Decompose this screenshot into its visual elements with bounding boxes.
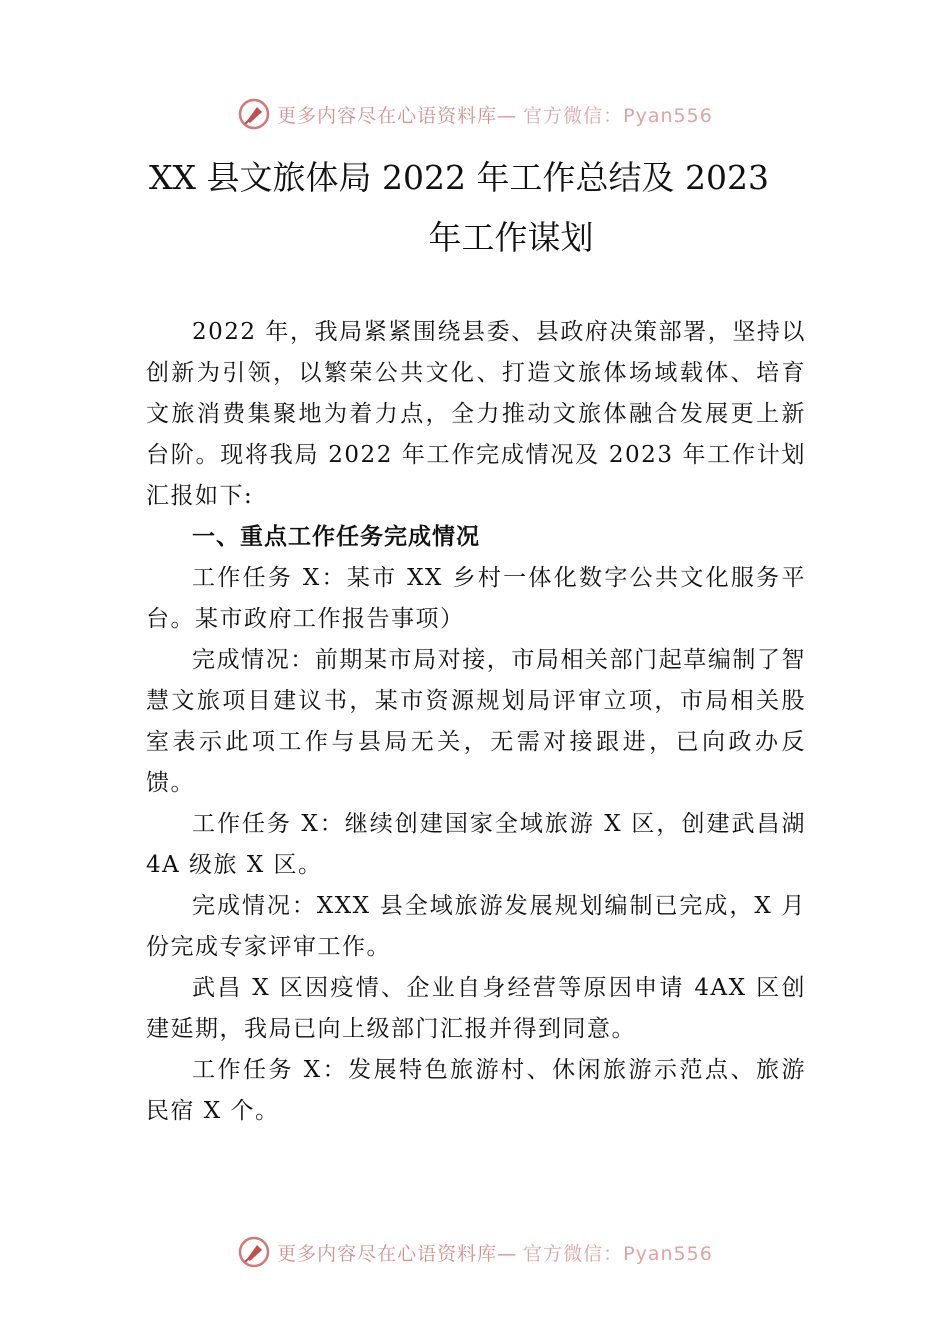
document-title-line1: XX 县文旅体局 2022 年工作总结及 2023 (149, 158, 769, 197)
pen-nib-logo-icon (237, 1235, 271, 1269)
watermark-text-a: 更多内容尽在心语资料库— (277, 1242, 518, 1265)
note-paragraph-2: 武昌 X 区因疫情、企业自身经营等原因申请 4AX 区创建延期，我局已向上级部门汇报并得到同意。 (146, 975, 806, 1042)
pen-nib-logo-icon (237, 97, 271, 131)
result-paragraph-2: 完成情况：XXX 县全域旅游发展规划编制已完成，X 月份完成专家评审工作。 (146, 893, 806, 960)
watermark-footer (0, 1235, 950, 1269)
watermark-text-b: 官方微信：Pyan556 (523, 104, 713, 127)
watermark-text-b: 官方微信：Pyan556 (523, 1242, 713, 1265)
section-heading: 一、重点工作任务完成情况 (192, 524, 480, 550)
result-paragraph-1: 完成情况：前期某市局对接，市局相关部门起草编制了智慧文旅项目建议书，某市资源规划局评审立项，市局相关股室表示此项工作与县局无关，无需对接跟进，已向政办反馈。 (146, 647, 806, 796)
task-paragraph-1: 工作任务 X：某市 XX 乡村一体化数字公共文化服务平台。某市政府工作报告事项） (146, 565, 806, 632)
intro-paragraph: 2022 年，我局紧紧围绕县委、县政府决策部署，坚持以创新为引领，以繁荣公共文化、打造文旅体场域载体、培育文旅消费集聚地为着力点，全力推动文旅体融合发展更上新台阶。现将我局 2022 年工作完成情况及 2023 年工作计划汇报如下: (146, 319, 806, 509)
task-paragraph-3: 工作任务 X：发展特色旅游村、休闲旅游示范点、旅游民宿 X 个。 (146, 1057, 806, 1124)
document-title-line2: 年工作谋划 (428, 218, 594, 257)
watermark-header (0, 97, 950, 131)
watermark-text-a: 更多内容尽在心语资料库— (277, 104, 518, 127)
task-paragraph-2: 工作任务 X：继续创建国家全域旅游 X 区，创建武昌湖 4A 级旅 X 区。 (146, 811, 806, 878)
document-body (146, 312, 806, 1132)
